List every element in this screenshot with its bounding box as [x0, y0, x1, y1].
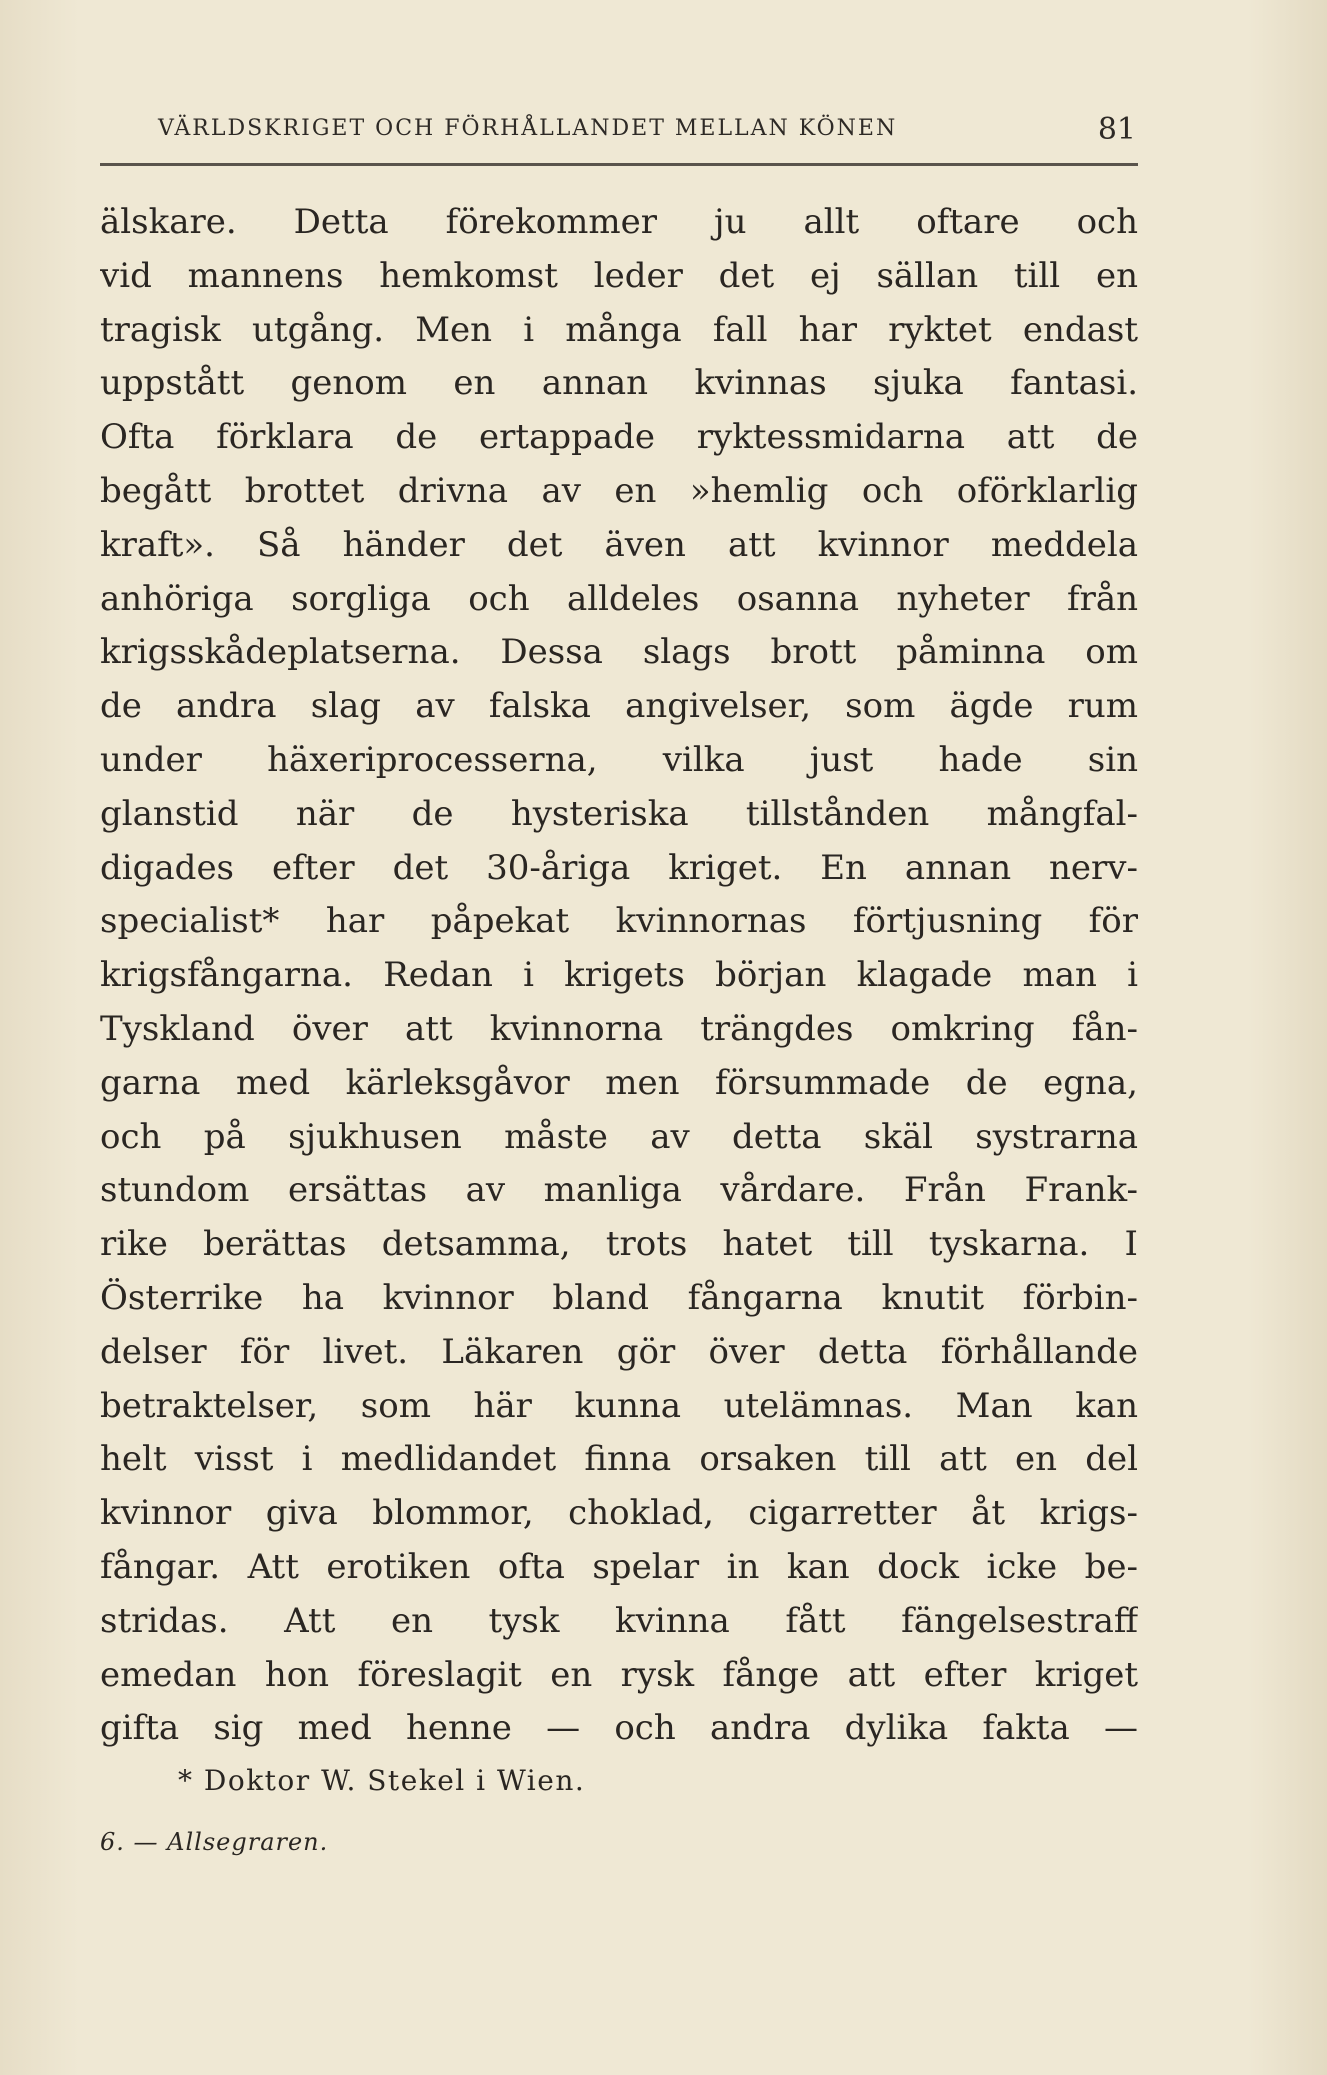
text-line: glanstid när de hysteriska tillstånden mångfal-: [100, 793, 1138, 834]
text-line: Tyskland över att kvinnorna trängdes omkring fån-: [100, 1008, 1138, 1049]
text-line: och på sjukhusen måste av detta skäl systrarna: [100, 1116, 1138, 1157]
text-line: krigsskådeplatserna. Dessa slags brott påminna om: [100, 632, 1138, 673]
printer-signature: 6. — Allsegraren.: [100, 1828, 329, 1856]
footnote: * Doktor W. Stekel i Wien.: [178, 1764, 586, 1797]
text-line: gifta sig med henne — och andra dylika fakta —: [100, 1708, 1138, 1749]
text-line: garna med kärleksgåvor men försummade de egna,: [100, 1062, 1138, 1103]
text-line: tragisk utgång. Men i många fall har ryktet endast: [100, 309, 1138, 350]
text-line: anhöriga sorgliga och alldeles osanna nyheter från: [100, 578, 1138, 619]
text-line: Ofta förklara de ertappade ryktessmidarna att de: [100, 417, 1138, 458]
text-line: de andra slag av falska angivelser, som ägde rum: [100, 686, 1138, 727]
body-text: [100, 196, 1138, 1756]
running-head: [158, 112, 1136, 152]
text-line: begått brottet drivna av en »hemlig och oförklarlig: [100, 470, 1138, 511]
page-number: 81: [1097, 112, 1136, 147]
text-line: fångar. Att erotiken ofta spelar in kan dock icke be-: [100, 1546, 1138, 1587]
text-line: betraktelser, som här kunna utelämnas. Man kan: [100, 1385, 1138, 1426]
text-line: kvinnor giva blommor, choklad, cigarretter åt krigs-: [100, 1493, 1138, 1534]
text-line: specialist* har påpekat kvinnornas förtjusning för: [100, 901, 1138, 942]
text-line: vid mannens hemkomst leder det ej sällan till en: [100, 255, 1138, 296]
text-line: kraft». Så händer det även att kvinnor meddela: [100, 524, 1138, 565]
text-line: under häxeriprocesserna, vilka just hade sin: [100, 739, 1138, 780]
text-line: digades efter det 30-åriga kriget. En annan nerv-: [100, 847, 1138, 888]
text-line: helt visst i medlidandet finna orsaken till att en del: [100, 1439, 1138, 1480]
text-line: delser för livet. Läkaren gör över detta förhållande: [100, 1331, 1138, 1372]
text-line: krigsfångarna. Redan i krigets början klagade man i: [100, 955, 1138, 996]
text-line: uppstått genom en annan kvinnas sjuka fantasi.: [100, 363, 1138, 404]
header-rule: [100, 163, 1138, 166]
text-line: stridas. Att en tysk kvinna fått fängelsestraff: [100, 1600, 1138, 1641]
text-line: rike berättas detsamma, trots hatet till tyskarna. I: [100, 1224, 1138, 1265]
text-line: emedan hon föreslagit en rysk fånge att efter kriget: [100, 1654, 1138, 1695]
running-title: VÄRLDSKRIGET OCH FÖRHÅLLANDET MELLAN KÖNEN: [158, 116, 898, 141]
text-line: älskare. Detta förekommer ju allt oftare och: [100, 202, 1138, 242]
text-line: stundom ersättas av manliga vårdare. Från Frank-: [100, 1170, 1138, 1211]
text-line: Österrike ha kvinnor bland fångarna knutit förbin-: [100, 1277, 1138, 1318]
